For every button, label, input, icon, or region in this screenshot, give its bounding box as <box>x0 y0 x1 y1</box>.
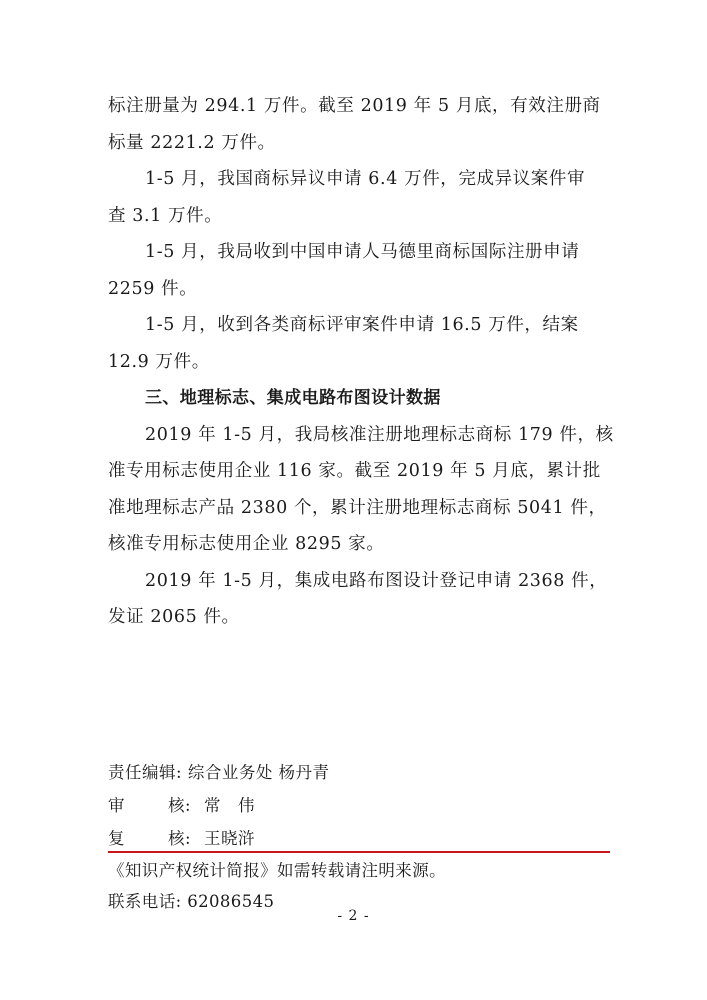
red-divider <box>108 851 610 853</box>
reprint-note: 《知识产权统计简报》如需转载请注明来源。 <box>108 861 446 880</box>
rechecker-label: 复 核: <box>108 829 192 848</box>
editor-label: 责任编辑: <box>108 763 183 782</box>
editor-value: 综合业务处 杨丹青 <box>187 763 330 782</box>
credits-block <box>108 756 608 855</box>
reviewer-value: 常 伟 <box>204 796 255 815</box>
paragraph-line: 12.9 万件。 <box>108 351 210 372</box>
phone-label: 联系电话: <box>108 892 182 911</box>
page-number: - 2 - <box>337 908 370 924</box>
editor-line <box>108 756 608 789</box>
rechecker-value: 王晓浒 <box>204 829 255 848</box>
reviewer-label: 审 核: <box>108 796 192 815</box>
paragraph-line: 1-5 月，收到各类商标评审案件申请 16.5 万件，结案 <box>145 315 579 335</box>
paragraph-line: 1-5 月，我局收到中国申请人马德里商标国际注册申请 <box>145 242 580 262</box>
paragraph-line: 2019 年 1-5 月，集成电路布图设计登记申请 2368 件， <box>145 570 608 591</box>
paragraph-line: 标量 2221.2 万件。 <box>108 132 276 153</box>
paragraph-line: 2259 件。 <box>108 278 198 299</box>
paragraph-line: 核准专用标志使用企业 8295 家。 <box>108 534 385 554</box>
paragraph-line: 发证 2065 件。 <box>108 607 240 627</box>
paragraph-line: 准专用标志使用企业 116 家。截至 2019 年 5 月底，累计批 <box>108 461 601 481</box>
phone-value: 62086545 <box>187 892 275 911</box>
body-text <box>108 88 614 636</box>
paragraph-line: 1-5 月，我国商标异议申请 6.4 万件，完成异议案件审 <box>145 169 586 189</box>
paragraph-line: 查 3.1 万件。 <box>108 205 223 226</box>
section-heading: 三、地理标志、集成电路布图设计数据 <box>145 388 441 408</box>
paragraph-line: 2019 年 1-5 月，我局核准注册地理标志商标 179 件，核 <box>145 424 614 445</box>
paragraph-line: 准地理标志产品 2380 个，累计注册地理标志商标 5041 件， <box>108 497 607 518</box>
paragraph-line: 标注册量为 294.1 万件。截至 2019 年 5 月底，有效注册商 <box>108 96 601 116</box>
reviewer-line <box>108 789 608 822</box>
